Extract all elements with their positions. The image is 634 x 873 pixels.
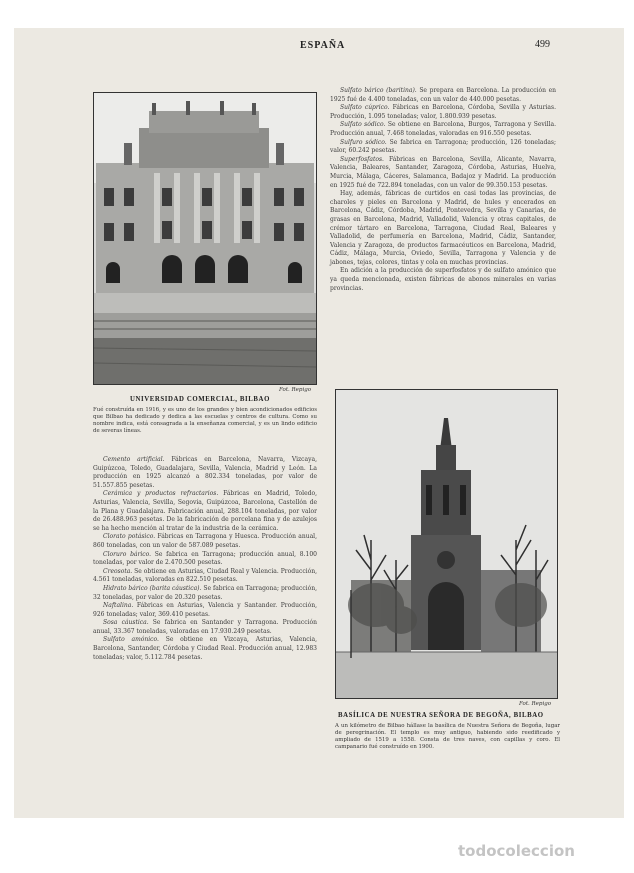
photo-university	[93, 92, 317, 385]
photo-credit-basilica: Fot. Repigo	[519, 701, 552, 707]
entry: Cerámica y productos refractarios. Fábricas en Madrid, Toledo, Asturias, Valencia, Sevilla, Segovia, Guipúzcoa, Barcelona, Castellón de la Plana y Guadalajara. Fabricación anual, 288.104 toneladas, por valor de 26.488.963 pesetas. De la fabricación de porcelana fina y de azulejos se ha hecho mención al tratar de la industria de la cerámica.	[93, 490, 317, 532]
entry: Sosa cáustica. Se fabrica en Santander y Tarragona. Producción anual, 33.367 toneladas, valoradas en 17.930.249 pesetas.	[93, 619, 317, 635]
caption-title-university: UNIVERSIDAD COMERCIAL, BILBAO	[130, 396, 270, 403]
entry: Sulfato bárico (baritina). Se prepara en Barcelona. La producción en 1925 fué de 4.400 toneladas, con un valor de 440.000 pesetas.	[330, 87, 556, 103]
entry: Cloruro bárico. Se fabrica en Tarragona; producción anual, 8.100 toneladas, por valor de 2.470.500 pesetas.	[93, 550, 317, 567]
entry: Sulfuro sódico. Se fabrica en Tarragona; producción, 126 toneladas; valor, 60.242 pesetas.	[330, 138, 557, 155]
right-column-text	[330, 87, 556, 293]
entry: Superfosfatos. Fábricas en Barcelona, Sevilla, Alicante, Navarra, Valencia, Baleares, Santander, Zaragoza, Córdoba, Asturias, Huelva, Murcia, Málaga, Cáceres, Salamanca, Badajoz y Madrid. La producción en 1925 fué de 722.894 toneladas, con un valor de 99.350.153 pesetas.	[330, 155, 556, 189]
caption-body-basilica: A un kilómetro de Bilbao hállase la basílica de Nuestra Señora de Begoña, lugar de peregrinación. El templo es muy antiguo, habiendo sido reedificado y ampliado de 1519 a 1558. Consta de tres naves, con capillas y coro. El campanario fué construído en 1900.	[335, 723, 560, 750]
entry: Sulfato sódico. Se obtiene en Barcelona, Burgos, Tarragona y Sevilla. Producción anual, 7.468 toneladas, valoradas en 916.550 pesetas.	[330, 121, 556, 137]
caption-body-university: Fué construída en 1916, y es uno de los grandes y bien acondicionados edificios que Bilbao ha dedicado y dedica a las escuelas y centros de cultura. Como su nombre indica, está consagrada a la enseñanza comercial, y es un lindo edificio de severas líneas.	[93, 407, 317, 434]
page-number: 499	[535, 39, 550, 50]
caption-title-basilica: BASÍLICA DE NUESTRA SEÑORA DE BEGOÑA, BILBAO	[338, 712, 544, 719]
entry: Cemento artificial. Fábricas en Barcelona, Navarra, Vizcaya, Guipúzcoa, Toledo, Guadalajara, Sevilla, Valencia, Madrid y León. La producción en 1925 alcanzó a 802.334 toneladas, por valor de 51.557.855 pesetas.	[93, 456, 317, 489]
entry: Hidrato bárico (barita cáustica). Se fabrica en Tarragona; producción, 32 toneladas, por valor de 20.320 pesetas.	[93, 584, 317, 601]
entry: Naftalina. Fábricas en Asturias, Valencia y Santander. Producción, 926 toneladas; valor, 369.410 pesetas.	[93, 602, 317, 618]
entry: Hay, además, fábricas de curtidos en casi todas las provincias, de charoles y pieles en Barcelona y Madrid, de hules y encerados en Barcelona, Cádiz, Córdoba, Madrid, Pontevedra, Sevilla y Canarias, de grasas en Barcelona, Madrid, Valladolid, Valencia y otras capitales, de crémor tártaro en Barcelona, Tarragona, Ciudad Real, Baleares y Valladolid, de perfumería en Barcelona, Madrid, Cádiz, Santander, Valencia y Zaragoza, de productos farmacéuticos en Barcelona, Madrid, Cádiz, Málaga, Murcia, Oviedo, Sevilla, Tarragona y Valencia y de jabones, tejas, colores, tintas y cola en muchas provincias.	[330, 190, 556, 266]
photo-basilica	[335, 389, 558, 699]
watermark: todocoleccion	[458, 842, 575, 860]
running-title: ESPAÑA	[300, 40, 346, 51]
left-column-text	[93, 456, 317, 662]
photo-credit-university: Fot. Repigo	[279, 387, 312, 393]
entry: Sulfato amónico. Se obtiene en Vizcaya, Asturias, Valencia, Barcelona, Santander, Córdoba y Ciudad Real. Producción anual, 12.983 toneladas; valor, 5.112.784 pesetas.	[93, 636, 318, 661]
entry: Sulfato cúprico. Fábricas en Barcelona, Córdoba, Sevilla y Asturias. Producción, 1.095 toneladas; valor, 1.800.939 pesetas.	[330, 104, 556, 120]
entry: Creosota. Se obtiene en Asturias, Ciudad Real y Valencia. Producción, 4.561 toneladas, valoradas en 822.510 pesetas.	[93, 567, 317, 584]
entry: En adición a la producción de superfosfatos y de sulfato amónico que ya queda mencionada, existen fábricas de abonos minerales en varias provincias.	[330, 267, 556, 292]
entry: Clorato potásico. Fábricas en Tarragona y Huesca. Producción anual, 860 toneladas, con un valor de 587.089 pesetas.	[93, 533, 318, 549]
